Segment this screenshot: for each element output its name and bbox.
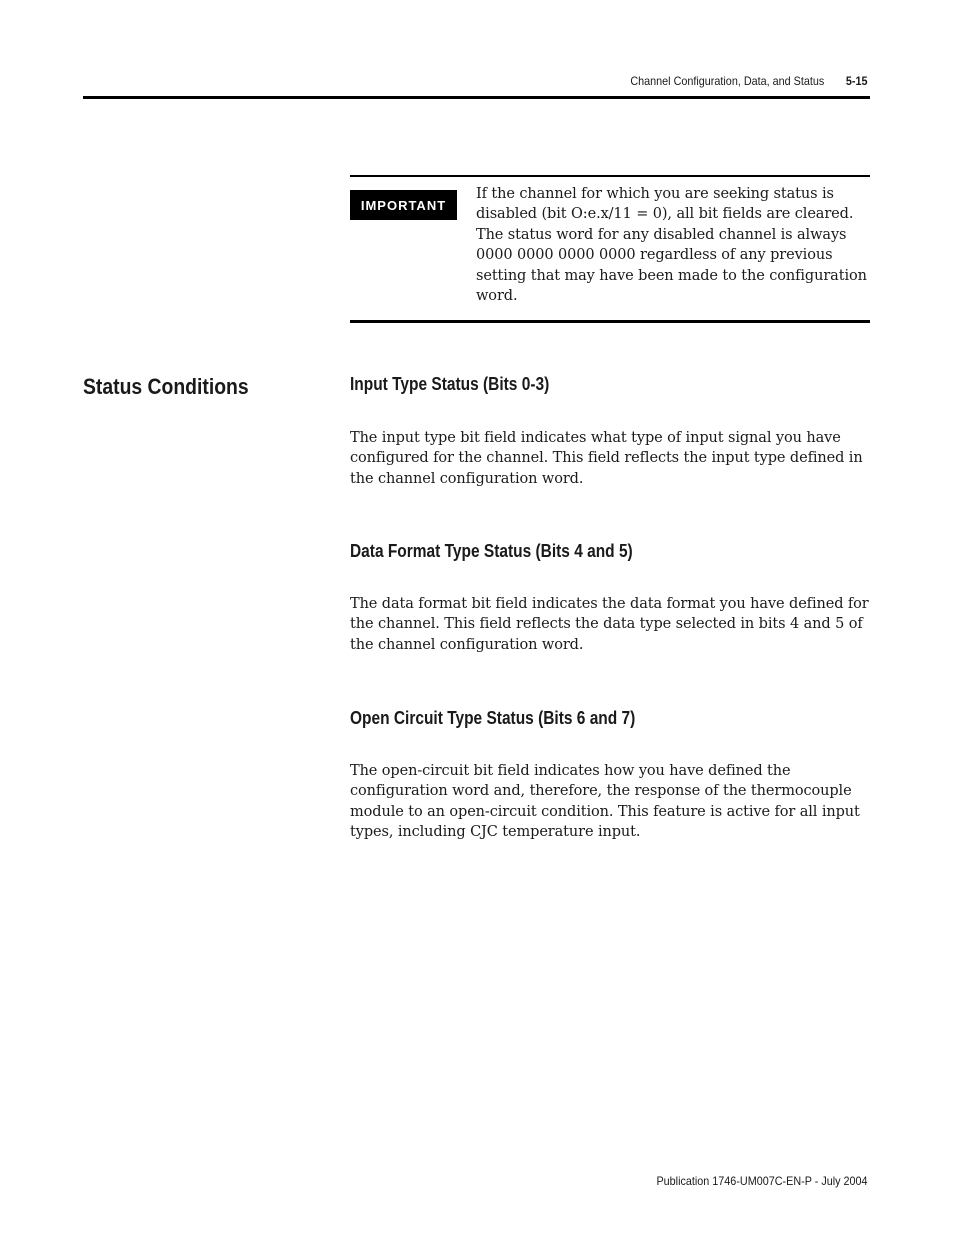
open-circuit-status-heading: Open Circuit Type Status (Bits 6 and 7)	[350, 708, 636, 728]
page-number: 5-15	[846, 74, 868, 88]
important-text: If the channel for which you are seeking status is disabled (bit O:e.x/11 = 0), all bit fields are cleared. The status word for any disabled channel is always 0000 0000 0000 0000 regardless of any previous setting that may have been made to the configuration word.	[476, 186, 867, 305]
header-rule	[83, 96, 870, 99]
important-notice	[350, 175, 870, 323]
data-format-status-heading: Data Format Type Status (Bits 4 and 5)	[350, 541, 633, 561]
input-type-status-heading: Input Type Status (Bits 0-3)	[350, 374, 550, 394]
important-label: IMPORTANT	[350, 190, 457, 220]
input-type-status-body: The input type bit field indicates what type of input signal you have configured for the channel. This field reflects the input type defined in the channel configuration word.	[350, 430, 863, 487]
publication-footer: Publication 1746-UM007C-EN-P - July 2004	[656, 1174, 868, 1188]
chapter-title: Channel Configuration, Data, and Status	[630, 74, 825, 88]
section-title: Status Conditions	[83, 374, 249, 399]
data-format-status-body: The data format bit field indicates the data format you have defined for the channel. This field reflects the data type selected in bits 4 and 5 of the channel configuration word.	[350, 596, 869, 653]
running-header	[631, 74, 868, 88]
open-circuit-status-body: The open-circuit bit field indicates how you have defined the configuration word and, therefore, the response of the thermocouple module to an open-circuit condition. This feature is active for all input types, including CJC temperature input.	[350, 763, 860, 841]
